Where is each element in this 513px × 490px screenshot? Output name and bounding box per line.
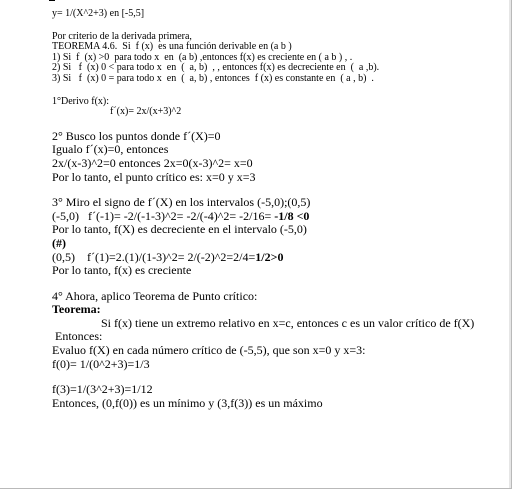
- theorem-label-text: Teorema:: [52, 302, 101, 317]
- theorem-line: TEOREMA 4.6. Si f (x) es una función derivable en (a b ): [52, 41, 292, 53]
- interval-2-eval: [52, 251, 500, 265]
- step-1-heading: 1°Derivo f(x):: [52, 95, 110, 107]
- f0-line: f(0)= 1/(0^2+3)=1/3: [52, 356, 150, 371]
- interval-2-result: 1/2>0: [255, 249, 284, 264]
- text-cursor: [49, 0, 55, 1]
- criterion-line: Por criterio de la derivada primera,: [52, 30, 192, 42]
- derivative-line: f´(x)= 2x/(x+3)^2: [110, 106, 182, 118]
- interval-1-result: -1/8 <0: [274, 208, 310, 223]
- conclusion-line: Entonces, (0,f(0)) es un mínimo y (3,f(3)) es un máximo: [52, 395, 323, 410]
- equate-line: Igualo f´(x)=0, entonces: [52, 142, 169, 157]
- hash-marker: [52, 237, 500, 251]
- theorem-statement: Si f(x) tiene un extremo relativo en x=c, entonces c es un valor crítico de f(X): [101, 315, 475, 330]
- then-line: Entonces:: [52, 329, 103, 344]
- increasing-line: Por lo tanto, f(x) es creciente: [52, 263, 192, 278]
- step-3-heading: 3° Miro el signo de f´(X) en los intervalos (-5,0);(0,5): [52, 195, 311, 210]
- evaluate-line: Evaluo f(X) en cada número crítico de (-5,5), que son x=0 y x=3:: [52, 343, 366, 358]
- theorem-item-3: 3) Si f (x) 0 = para todo x en ( a, b) , entonces f (x) es constante en ( a , b) .: [52, 72, 374, 84]
- step-2-heading: 2° Busco los puntos donde f´(X)=0: [52, 128, 221, 143]
- theorem-label: [52, 303, 500, 317]
- solve-line: 2x/(x-3)^2=0 entonces 2x=0(x-3)^2= x=0: [52, 155, 253, 170]
- decreasing-line: Por lo tanto, f(X) es decreciente en el intervalo (-5,0): [52, 222, 307, 237]
- interval-1-eval: [52, 210, 500, 224]
- interval-2-calc: (0,5) f´(1)=2.(1)/(1-3)^2= 2/(-2)^2=2/4=: [52, 249, 256, 264]
- hash-text: (#): [52, 235, 66, 250]
- scrollbar[interactable]: [509, 0, 511, 489]
- theorem-item-1: 1) Si f (x) >0 para todo x en (a b) ,entonces f(x) es creciente en ( a b ) , .: [52, 51, 353, 63]
- function-line: y= 1/(X^2+3) en [-5,5]: [52, 8, 145, 19]
- step-4-heading: 4° Ahora, aplico Teorema de Punto crítico:: [52, 288, 258, 303]
- critical-point-line: Por lo tanto, el punto crítico es: x=0 y x=3: [52, 169, 256, 184]
- interval-1-calc: (-5,0) f´(-1)= -2/(-1-3)^2= -2/(-4)^2= -2/16=: [52, 208, 275, 223]
- document-body[interactable]: [52, 9, 500, 410]
- f3-line: f(3)=1/(3^2+3)=1/12: [52, 382, 153, 397]
- theorem-item-2: 2) Si f (x) 0 < para todo x en ( a, b) , , entonces f(x) es decreciente en ( a ,b).: [52, 62, 380, 74]
